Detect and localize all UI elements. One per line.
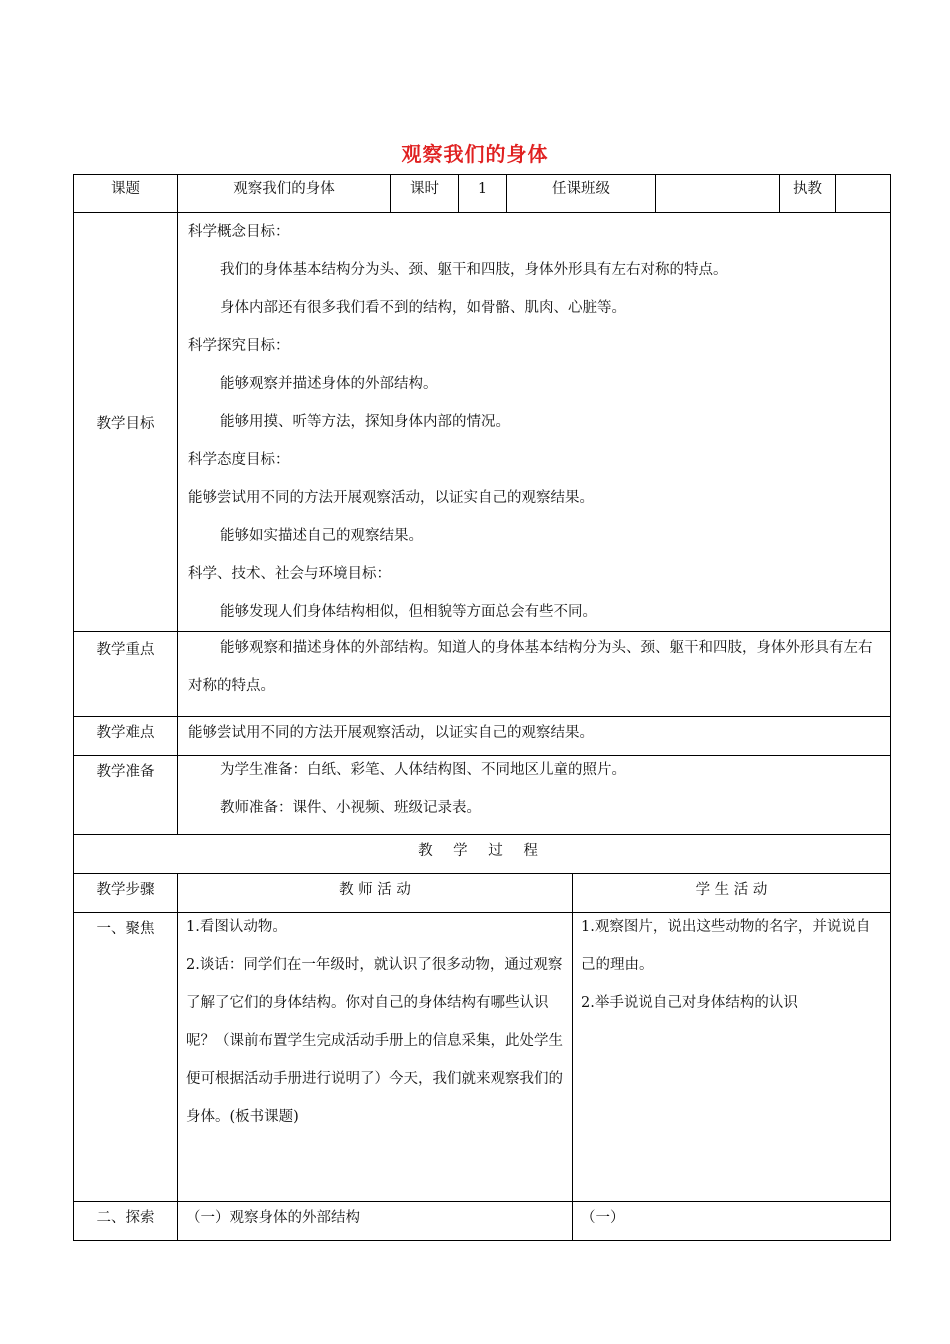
class-label: 任课班级 xyxy=(507,175,656,213)
difficulty-text: 能够尝试用不同的方法开展观察活动，以证实自己的观察结果。 xyxy=(178,717,891,756)
goal-line: 科学态度目标： xyxy=(188,452,290,468)
goal-line: 能够观察并描述身体的外部结构。 xyxy=(220,376,438,392)
process-heading: 教 学 过 程 xyxy=(74,835,891,874)
focus-label: 教学重点 xyxy=(74,632,178,717)
step-student xyxy=(573,913,891,1202)
difficulty-row xyxy=(74,717,891,756)
step-teacher xyxy=(178,913,573,1202)
hours-value: 1 xyxy=(459,175,507,213)
student-activity: 1.观察图片，说出这些动物的名字，并说说自己的理由。 xyxy=(581,919,871,973)
goal-line: 科学概念目标： xyxy=(188,224,290,240)
goals-row xyxy=(74,213,891,632)
preparation-content xyxy=(178,756,891,835)
goal-line: 身体内部还有很多我们看不到的结构，如骨骼、肌肉、心脏等。 xyxy=(220,300,626,316)
goals-label: 教学目标 xyxy=(74,213,178,632)
step-name: 二、探索 xyxy=(74,1202,178,1241)
student-activity: 2.举手说说自己对身体结构的认识 xyxy=(581,995,798,1011)
step-name: 一、聚焦 xyxy=(74,913,178,1202)
teacher-value xyxy=(836,175,891,213)
process-columns-row xyxy=(74,874,891,913)
goal-line: 能够如实描述自己的观察结果。 xyxy=(220,528,423,544)
preparation-row xyxy=(74,756,891,835)
process-heading-row xyxy=(74,835,891,874)
focus-text: 能够观察和描述身体的外部结构。知道人的身体基本结构分为头、颈、躯干和四肢，身体外形具有左右对称的特点。 xyxy=(188,640,873,694)
goal-line: 科学、技术、社会与环境目标： xyxy=(188,566,391,582)
goal-line: 我们的身体基本结构分为头、颈、躯干和四肢，身体外形具有左右对称的特点。 xyxy=(220,262,728,278)
prep-student: 为学生准备：白纸、彩笔、人体结构图、不同地区儿童的照片。 xyxy=(220,762,626,778)
teacher-activity: （一）观察身体的外部结构 xyxy=(178,1202,573,1241)
course-value: 观察我们的身体 xyxy=(178,175,391,213)
goal-line: 能够用摸、听等方法，探知身体内部的情况。 xyxy=(220,414,510,430)
focus-content xyxy=(178,632,891,717)
goal-line: 能够发现人们身体结构相似，但相貌等方面总会有些不同。 xyxy=(220,604,597,620)
student-activity: （一） xyxy=(573,1202,891,1241)
teacher-label: 执教 xyxy=(780,175,836,213)
page-title: 观察我们的身体 xyxy=(401,142,549,166)
lesson-plan-table xyxy=(73,174,891,1241)
class-value xyxy=(656,175,780,213)
header-row xyxy=(74,175,891,213)
teacher-activity: 2.谈话：同学们在一年级时，就认识了很多动物，通过观察了解了它们的身体结构。你对自己的身体结构有哪些认识呢？（课前布置学生完成活动手册上的信息采集，此处学生便可根据活动手册进行说明了）今天，我们就来观察我们的身体。(板书课题) xyxy=(186,957,563,1125)
col-student: 学 生 活 动 xyxy=(573,874,891,913)
hours-label: 课时 xyxy=(391,175,459,213)
goals-content xyxy=(178,213,891,632)
difficulty-label: 教学难点 xyxy=(74,717,178,756)
focus-row xyxy=(74,632,891,717)
preparation-label: 教学准备 xyxy=(74,756,178,835)
step-row xyxy=(74,913,891,1202)
goal-line: 能够尝试用不同的方法开展观察活动，以证实自己的观察结果。 xyxy=(188,490,594,506)
goal-line: 科学探究目标： xyxy=(188,338,290,354)
teacher-activity: 1.看图认动物。 xyxy=(186,919,287,935)
col-step: 教学步骤 xyxy=(74,874,178,913)
col-teacher: 教 师 活 动 xyxy=(178,874,573,913)
step-row xyxy=(74,1202,891,1241)
prep-teacher: 教师准备：课件、小视频、班级记录表。 xyxy=(220,800,481,816)
course-label: 课题 xyxy=(74,175,178,213)
